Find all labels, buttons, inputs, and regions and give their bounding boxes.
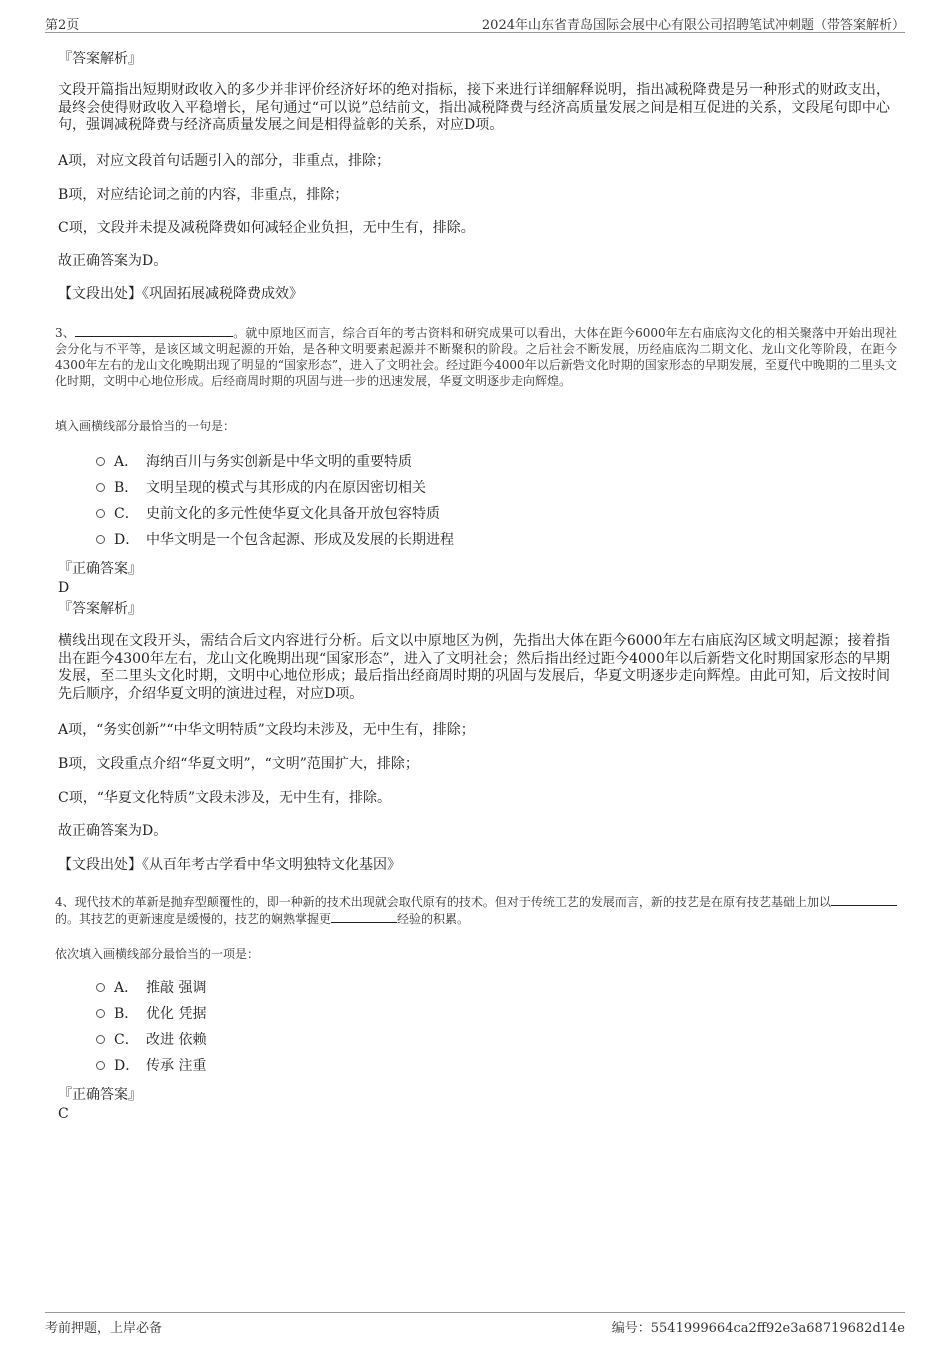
footer-slogan: 考前押题，上岸必备 bbox=[45, 1321, 163, 1336]
q3-option-c[interactable] bbox=[96, 504, 440, 524]
option-text: 海纳百川与务实创新是中华文明的重要特质 bbox=[146, 454, 412, 470]
radio-icon[interactable] bbox=[96, 1035, 105, 1044]
option-text: 改进 依赖 bbox=[146, 1032, 207, 1048]
q3-instruction: 填入画横线部分最恰当的一句是： bbox=[55, 419, 236, 433]
q3-option-b[interactable] bbox=[96, 478, 426, 498]
option-text: 传承 注重 bbox=[146, 1058, 207, 1074]
q3-answer: D bbox=[58, 580, 70, 596]
document-serial: 编号：5541999664ca2ff92e3a68719682d14e bbox=[611, 1321, 905, 1336]
q4-stem-part1: 4、现代技术的革新是抛弃型颠覆性的，即一种新的技术出现就会取代原有的技术。但对于传统工艺的发展而言，新的技艺是在原有技艺基础上加以 bbox=[55, 895, 831, 909]
page-footer bbox=[45, 1312, 905, 1335]
q3-answer-label: 『正确答案』 bbox=[58, 561, 142, 577]
option-letter: A． bbox=[114, 454, 139, 470]
q4-stem-part3: 经验的积累。 bbox=[397, 912, 470, 926]
q2-line-b: B项，对应结论词之前的内容，非重点，排除； bbox=[58, 187, 349, 203]
q4-stem bbox=[55, 893, 897, 927]
q3-number: 3、 bbox=[55, 326, 75, 340]
q4-option-c[interactable] bbox=[96, 1030, 206, 1050]
option-letter: B． bbox=[114, 480, 139, 496]
q3-analysis-text: 横线出现在文段开头，需结合后文内容进行分析。后文以中原地区为例，先指出大体在距今6000年左右庙底沟区域文明起源；接着指出在距今4300年左右，龙山文化晚期出现“国家形态”，进入了文明社会；然后指出经过距今4000年以后新砦文化时期国家形态的早期发展，至二里头文化时期，文明中心地位形成；最后指出经商周时期的巩固与发展后，华夏文明逐步走向辉煌。由此可知，后文按时间先后顺序，介绍华夏文明的演进过程，对应D项。 bbox=[58, 633, 890, 702]
option-text: 史前文化的多元性使华夏文化具备开放包容特质 bbox=[146, 506, 440, 522]
radio-icon[interactable] bbox=[96, 457, 105, 466]
q3-line-c: C项，“华夏文化特质”文段未涉及，无中生有，排除。 bbox=[58, 790, 392, 806]
q4-blank-2 bbox=[331, 910, 397, 923]
q3-stem-text: 。就中原地区而言，综合百年的考古资料和研究成果可以看出，大体在距今6000年左右庙底沟文化的相关聚落中开始出现社会分化与不平等，是该区域文明起源的开始，是各种文明要素起源并不断聚积的阶段。之后社会不断发展，历经庙底沟二期文化、龙山文化等阶段，在距今4300年左右的龙山文化晚期出现了明显的“国家形态”，进入了文明社会。经过距今4000年以后新砦文化时期的国家形态的早期发展，至夏代中晚期的二里头文化时期，文明中心地位形成。后经商周时期的巩固与进一步的迅速发展，华夏文明逐步走向辉煌。 bbox=[55, 326, 897, 388]
q4-blank-1 bbox=[831, 893, 897, 906]
option-letter: C． bbox=[114, 1032, 139, 1048]
q2-line-a: A项，对应文段首句话题引入的部分，非重点，排除； bbox=[58, 153, 391, 169]
radio-icon[interactable] bbox=[96, 509, 105, 518]
radio-icon[interactable] bbox=[96, 1009, 105, 1018]
option-text: 推敲 强调 bbox=[146, 980, 207, 996]
q4-instruction: 依次填入画横线部分最恰当的一项是： bbox=[55, 947, 260, 961]
radio-icon[interactable] bbox=[96, 483, 105, 492]
q2-line-c: C项，文段并未提及减税降费如何减轻企业负担，无中生有，排除。 bbox=[58, 220, 475, 236]
q3-analysis-label: 『答案解析』 bbox=[58, 601, 142, 617]
q2-source: 【文段出处】《巩固拓展减税降费成效》 bbox=[58, 286, 303, 302]
option-letter: C． bbox=[114, 506, 139, 522]
q3-blank bbox=[75, 324, 233, 337]
q4-stem-part2: 的。其技艺的更新速度是缓慢的，技艺的娴熟掌握更 bbox=[55, 912, 332, 926]
option-letter: B． bbox=[114, 1006, 139, 1022]
option-text: 优化 凭据 bbox=[146, 1006, 207, 1022]
radio-icon[interactable] bbox=[96, 1061, 105, 1070]
radio-icon[interactable] bbox=[96, 983, 105, 992]
q3-stem bbox=[55, 324, 897, 389]
q4-option-a[interactable] bbox=[96, 978, 206, 998]
q3-line-a: A项，“务实创新”“中华文明特质”文段均未涉及，无中生有，排除； bbox=[58, 722, 475, 738]
q3-conclusion: 故正确答案为D。 bbox=[58, 823, 168, 839]
page-header bbox=[45, 12, 905, 33]
q4-option-d[interactable] bbox=[96, 1056, 206, 1076]
option-letter: A． bbox=[114, 980, 139, 996]
option-letter: D． bbox=[114, 1058, 140, 1074]
q3-option-a[interactable] bbox=[96, 452, 412, 472]
q4-answer: C bbox=[58, 1106, 69, 1122]
document-title: 2024年山东省青岛国际会展中心有限公司招聘笔试冲刺题（带答案解析） bbox=[481, 18, 905, 33]
option-text: 中华文明是一个包含起源、形成及发展的长期进程 bbox=[146, 532, 454, 548]
q2-analysis-label: 『答案解析』 bbox=[58, 51, 142, 67]
q2-conclusion: 故正确答案为D。 bbox=[58, 253, 168, 269]
radio-icon[interactable] bbox=[96, 535, 105, 544]
q3-option-d[interactable] bbox=[96, 530, 454, 550]
q2-analysis-text: 文段开篇指出短期财政收入的多少并非评价经济好坏的绝对指标，接下来进行详细解释说明，指出减税降费是另一种形式的财政支出，最终会使得财政收入平稳增长，尾句通过“可以说”总结前文，指出减税降费与经济高质量发展之间是相互促进的关系，文段尾句即中心句，强调减税降费与经济高质量发展之间是相得益彰的关系，对应D项。 bbox=[58, 82, 890, 133]
q3-line-b: B项，文段重点介绍“华夏文明”，“文明”范围扩大，排除； bbox=[58, 756, 419, 772]
q3-source: 【文段出处】《从百年考古学看中华文明独特文化基因》 bbox=[58, 857, 401, 873]
option-letter: D． bbox=[114, 532, 140, 548]
page-number: 第2页 bbox=[45, 18, 80, 33]
q4-answer-label: 『正确答案』 bbox=[58, 1087, 142, 1103]
q4-option-b[interactable] bbox=[96, 1004, 206, 1024]
option-text: 文明呈现的模式与其形成的内在原因密切相关 bbox=[146, 480, 426, 496]
